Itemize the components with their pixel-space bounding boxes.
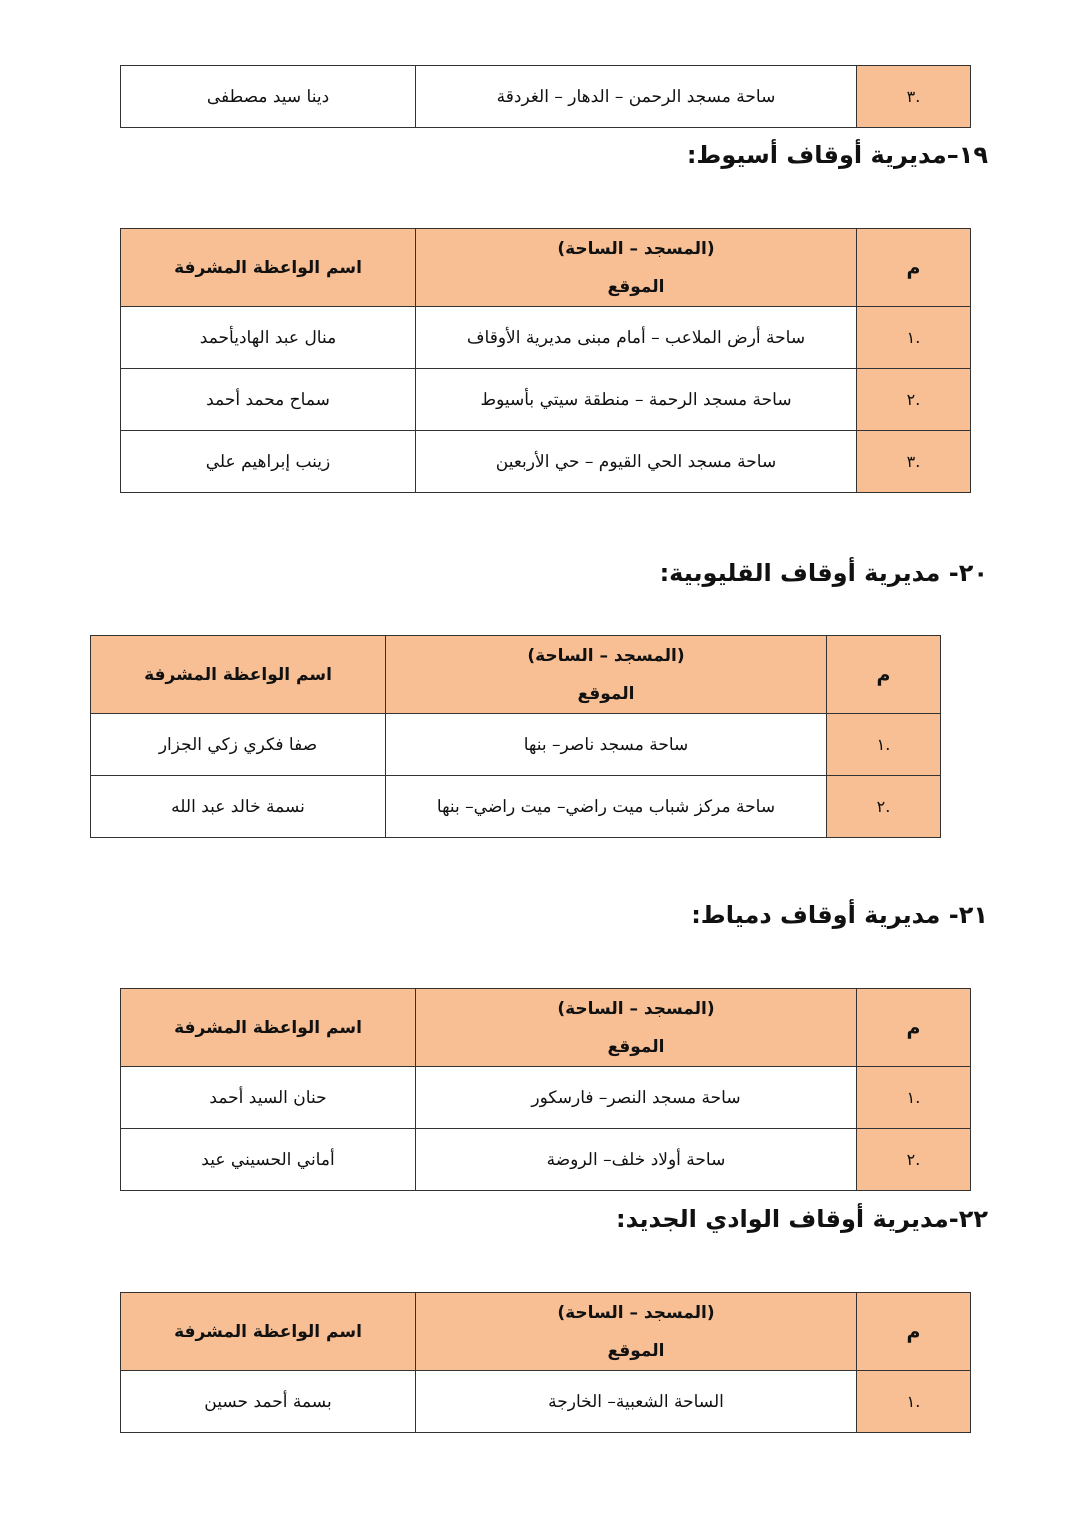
- table-damietta: [120, 988, 971, 1191]
- row-number: .٢: [857, 1129, 971, 1191]
- row-number: .١: [857, 307, 971, 369]
- section-title-qalyubia: ٢٠- مديرية أوقاف القليوبية:: [659, 559, 988, 587]
- header-supervisor: اسم الواعظة المشرفة: [121, 229, 416, 307]
- table-row: [121, 369, 971, 431]
- header-location-line2: الموقع: [577, 683, 635, 704]
- location-cell: ساحة أرض الملاعب – أمام مبنى مديرية الأوقاف: [416, 307, 857, 369]
- header-supervisor: اسم الواعظة المشرفة: [121, 989, 416, 1067]
- supervisor-cell: صفا فكري زكي الجزار: [91, 714, 386, 776]
- table-row: [121, 431, 971, 493]
- row-number: .٣: [857, 66, 971, 128]
- row-number: .٢: [857, 369, 971, 431]
- table-qalyubia: [90, 635, 941, 838]
- header-location-line1: (المسجد – الساحة): [527, 645, 685, 666]
- table-row: [121, 66, 971, 128]
- table-hurghada-continued: [120, 65, 971, 128]
- table-row: [91, 776, 941, 838]
- table-new-valley: [120, 1292, 971, 1433]
- table-row: [91, 714, 941, 776]
- header-location-line2: الموقع: [607, 276, 665, 297]
- location-cell: الساحة الشعبية– الخارجة: [416, 1371, 857, 1433]
- supervisor-cell: زينب إبراهيم علي: [121, 431, 416, 493]
- table-row: [121, 1371, 971, 1433]
- supervisor-cell: أماني الحسيني عيد: [121, 1129, 416, 1191]
- supervisor-cell: دينا سيد مصطفى: [121, 66, 416, 128]
- header-number: م: [857, 989, 971, 1067]
- supervisor-cell: نسمة خالد عبد الله: [91, 776, 386, 838]
- header-location: [386, 636, 827, 714]
- location-cell: ساحة أولاد خلف– الروضة: [416, 1129, 857, 1191]
- header-location: [416, 229, 857, 307]
- section-title-damietta: ٢١- مديرية أوقاف دمياط:: [691, 901, 988, 929]
- header-number: م: [857, 1293, 971, 1371]
- supervisor-cell: سماح محمد أحمد: [121, 369, 416, 431]
- supervisor-cell: بسمة أحمد حسين: [121, 1371, 416, 1433]
- row-number: .٣: [857, 431, 971, 493]
- section-title-new-valley: ٢٢-مديرية أوقاف الوادي الجديد:: [616, 1205, 988, 1233]
- row-number: .١: [857, 1067, 971, 1129]
- location-cell: ساحة مركز شباب ميت راضي– ميت راضي– بنها: [386, 776, 827, 838]
- header-number: م: [857, 229, 971, 307]
- table-header-row: [91, 636, 941, 714]
- header-location-line2: الموقع: [607, 1340, 665, 1361]
- header-location-line2: الموقع: [607, 1036, 665, 1057]
- location-cell: ساحة مسجد الرحمن – الدهار – الغردقة: [416, 66, 857, 128]
- row-number: .١: [827, 714, 941, 776]
- table-header-row: [121, 989, 971, 1067]
- header-location-line1: (المسجد – الساحة): [557, 998, 715, 1019]
- row-number: .٢: [827, 776, 941, 838]
- location-cell: ساحة مسجد ناصر– بنها: [386, 714, 827, 776]
- header-number: م: [827, 636, 941, 714]
- table-header-row: [121, 229, 971, 307]
- header-location: [416, 1293, 857, 1371]
- supervisor-cell: حنان السيد أحمد: [121, 1067, 416, 1129]
- table-assiut: [120, 228, 971, 493]
- table-row: [121, 1129, 971, 1191]
- location-cell: ساحة مسجد النصر– فارسكور: [416, 1067, 857, 1129]
- header-location-line1: (المسجد – الساحة): [557, 1302, 715, 1323]
- location-cell: ساحة مسجد الحي القيوم – حي الأربعين: [416, 431, 857, 493]
- location-cell: ساحة مسجد الرحمة – منطقة سيتي بأسيوط: [416, 369, 857, 431]
- header-location: [416, 989, 857, 1067]
- supervisor-cell: منال عبد الهاديأحمد: [121, 307, 416, 369]
- header-supervisor: اسم الواعظة المشرفة: [91, 636, 386, 714]
- header-location-line1: (المسجد – الساحة): [557, 238, 715, 259]
- row-number: .١: [857, 1371, 971, 1433]
- header-supervisor: اسم الواعظة المشرفة: [121, 1293, 416, 1371]
- table-row: [121, 307, 971, 369]
- section-title-assiut: ١٩–مديرية أوقاف أسيوط:: [686, 141, 988, 169]
- table-header-row: [121, 1293, 971, 1371]
- table-row: [121, 1067, 971, 1129]
